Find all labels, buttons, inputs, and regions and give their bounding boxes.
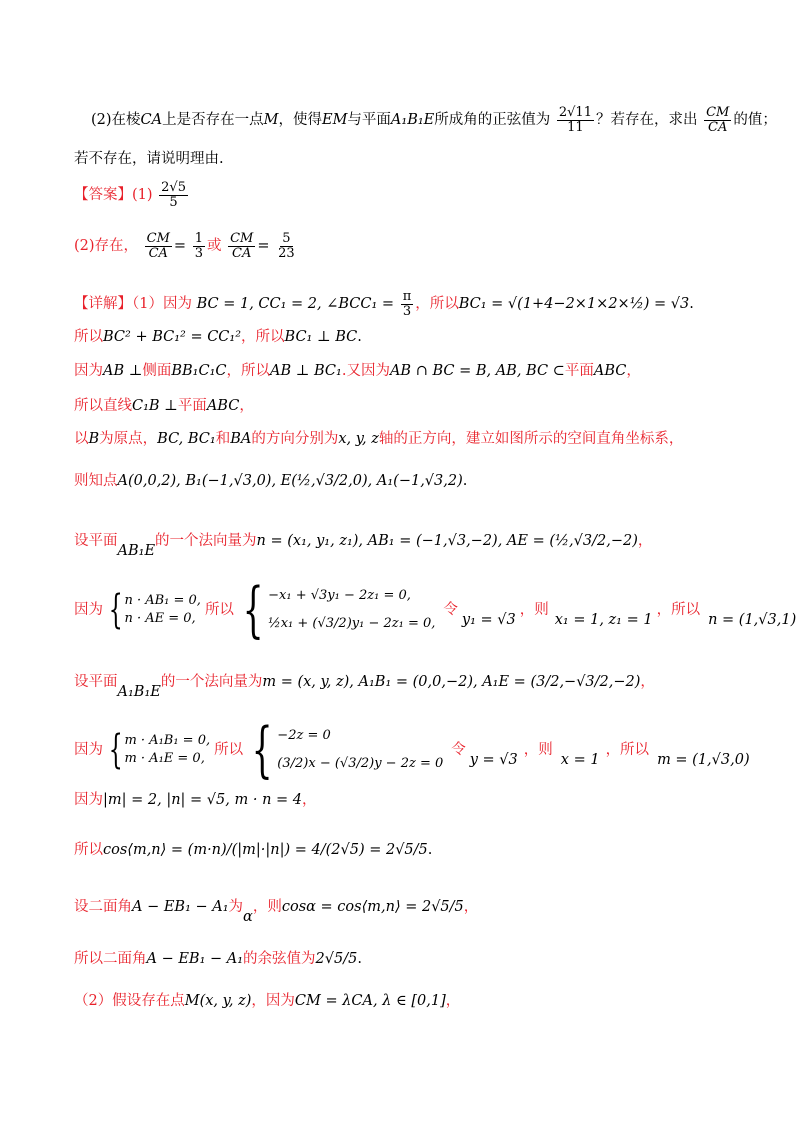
q2-text: 所成角的正弦值为 bbox=[434, 112, 551, 129]
q2-text: 上是否存在一点 bbox=[162, 112, 264, 129]
q2-text: (2)在棱 bbox=[91, 112, 141, 129]
detail-line-3: 因为AB ⊥侧面BB₁C₁C，所以AB ⊥ BC₁.又因为AB ∩ BC = B, AB, BC ⊂平面ABC， bbox=[74, 363, 641, 379]
detail-line-6: 则知点A(0,0,2), B₁(−1,√3,0), E(½,√3/2,0), A₁(−1,√3,2). bbox=[74, 473, 468, 489]
detail-line-12: 所以cos⟨m,n⟩ = (m·n)/(|m|·|n|) = 4/(2√5) = 2√5/5. bbox=[74, 842, 433, 858]
answer-line-1: 【答案】(1) $\frac{2√5}{5}$ bbox=[74, 180, 186, 210]
answer-1-fraction: $\frac{2√5}{5}$ bbox=[161, 180, 186, 210]
q2-math: M bbox=[263, 112, 279, 129]
answer-or: 或 bbox=[206, 238, 222, 255]
detail-line-1: 【详解】（1）因为 BC = 1, CC₁ = 2, ∠BCC₁ = $\frac{\pi}{3}$ ，所以BC₁ = √(1+4−2×1×2×½) = √3. bbox=[74, 289, 694, 319]
detail-line-4: 所以直线C₁B ⊥平面ABC， bbox=[74, 398, 254, 414]
q2-math: A₁B₁E bbox=[390, 112, 435, 129]
answer-line-2: (2)存在， $\frac{CM}{CA}$ = $\frac{1}{3}$ 或 $\frac{CM}{CA}$ = $\frac{5}{23}$ bbox=[74, 231, 295, 261]
detail-line-15: （2）假设存在点M(x, y, z)，因为CM = λCA, λ ∈ [0,1]， bbox=[74, 993, 461, 1009]
detail-line-5: 以B为原点，BC, BC₁和BA的方向分别为x, y, z轴的正方向，建立如图所示的空间直角坐标系， bbox=[74, 431, 684, 447]
q2-math: EM bbox=[321, 112, 348, 129]
q2-text: 的值； bbox=[733, 112, 777, 129]
detail-line-10: 因为 { m · A₁B₁ = 0, m · A₁E = 0, 所以 { −2z = 0 (3/2)x − (√3/2)y − 2z = 0 令 y = √3 ，则 x = 1 ，所以 m = (1,√3,0) bbox=[74, 715, 750, 785]
q2-math: CA bbox=[140, 112, 163, 129]
q2-text: ？若存在，求出 bbox=[595, 112, 698, 129]
detail-line-9: 设平面A₁B₁E的一个法向量为m = (x, y, z), A₁B₁ = (0,0,−2), A₁E = (3/2,−√3/2,−2)， bbox=[74, 674, 655, 700]
detail-line-14: 所以二面角A − EB₁ − A₁的余弦值为2√5/5. bbox=[74, 951, 362, 967]
ratio-fraction: $\frac{CM}{CA}$ bbox=[706, 105, 730, 135]
answer-label: 【答案】 bbox=[74, 187, 132, 204]
sine-value-fraction: $\frac{2√11}{11}$ bbox=[558, 105, 592, 135]
detail-line-13: 设二面角A − EB₁ − A₁为α，则cosα = cos⟨m,n⟩ = 2√5/5， bbox=[74, 899, 479, 925]
question-2-line-2: 若不存在，请说明理由. bbox=[74, 151, 224, 167]
detail-line-11: 因为|m| = 2, |n| = √5, m · n = 4， bbox=[74, 792, 317, 808]
detail-line-8: 因为 { n · AB₁ = 0, n · AE = 0, 所以 { −x₁ + √3y₁ − 2z₁ = 0, ½x₁ + (√3/2)y₁ − 2z₁ = 0, 令 y₁ = √3 ，则 x₁ = 1, z₁ = 1 ，所以 n = (1,√3,1) bbox=[74, 575, 797, 645]
q2-text: 与平面 bbox=[347, 112, 391, 129]
q2-text: ，使得 bbox=[278, 112, 322, 129]
detail-line-2: 所以BC² + BC₁² = CC₁²，所以BC₁ ⊥ BC. bbox=[74, 329, 362, 345]
detail-label: 【详解】 bbox=[74, 296, 132, 313]
question-2-line-1 bbox=[91, 106, 777, 134]
detail-line-7: 设平面AB₁E的一个法向量为n = (x₁, y₁, z₁), AB₁ = (−1,√3,−2), AE = (½,√3/2,−2)， bbox=[74, 533, 653, 559]
